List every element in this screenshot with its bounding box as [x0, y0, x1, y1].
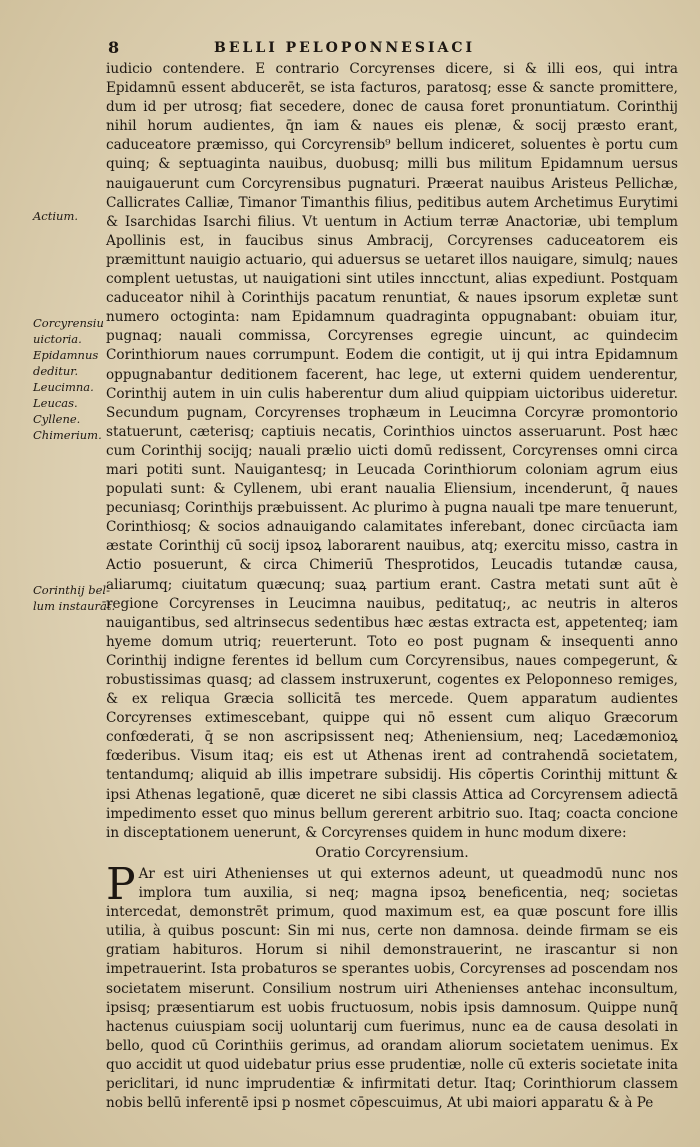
- drop-cap: P: [106, 858, 136, 910]
- margin-note-line: Epidamnus: [33, 348, 99, 362]
- margin-note-corcyra: [33, 315, 104, 443]
- oration-text: Ar est uiri Athenienses ut qui externos adeunt, ut queadmodū nunc nos implora tum auxilia, si neq; magna ipsoꝝ beneficentia, neq; societas intercedat, demonstrēt primum, quod maximum est, ea quæ poscunt fore illis utilia, à quibus poscunt: Sin mi nus, certe non damnosa. deinde firmam se eis gratiam habituros. Horum si nihil demonstrauerint, ne irascantur si non impetrauerint. Ista probaturos se sperantes uobis, Corcyrenses ad poscendam nos societatem miserunt. Consilium nostrum uiri Athenienses antehac inconsultum, ipsisq; præsentiarum est uobis fructuosum, nobis ipsis damnosum. Quippe nunq̄ hactenus cuiuspiam socij uoluntarij cum fuerimus, nunc ea de causa desolati in bello, quod cū Corinthiis gerimus, ad orandam aliorum societatem uenimus. Ex quo accidit ut quod uidebatur prius esse prudentiæ, nolle cū exteris societate inita periclitari, id nunc imprudentiæ & infirmitati detur. Itaq; Corinthiorum classem nobis bellū inferentē ipsi p nosmet cōpescuimus, At ubi maiori apparatu & à Pe: [106, 865, 678, 1112]
- margin-note-line: uictoria.: [33, 332, 82, 346]
- page-header: [0, 38, 700, 58]
- oration-paragraph: [106, 858, 678, 1113]
- margin-note-corinthian-war: [33, 582, 115, 614]
- margin-note-line: Actium.: [33, 209, 79, 223]
- margin-note-line: Leucimna.: [33, 380, 94, 394]
- margin-note-line: Cyllene.: [33, 412, 81, 426]
- page-number: 8: [108, 38, 120, 57]
- margin-note-line: Leucas.: [33, 396, 78, 410]
- margin-note-line: lum instaurāt.: [33, 599, 116, 613]
- main-text-block: [106, 60, 678, 1113]
- narrative-paragraph: iudicio contendere. E contrario Corcyrenses dicere, si & illi eos, qui intra Epidamnū essent abducerēt, se ista facturos, paratosq; esse & sancte promittere, dum id per utrosq; fiat secedere, donec de causa foret pronuntiatum. Corinthij nihil horum audientes, q̄n iam & naues eis plenæ, & socij præsto erant, caduceatore præmisso, qui Corcyrensib⁹ bellum indiceret, soluentes è portu cum quinq; & septuaginta nauibus, duobusq; milli bus militum Epidamnum uersus nauigauerunt cum Corcyrensibus pugnaturi. Præerat nauibus Aristeus Pellichæ, Callicrates Calliæ, Timanor Timanthis filius, peditibus autem Archetimus Eurytimi & Isarchidas Isarchi filius. Vt uentum in Actium terræ Anactoriæ, ubi templum Apollinis est, in faucibus sinus Ambracij, Corcyrenses caduceatorem eis præmittunt nauigio actuario, qui aduersus se uetaret illos nauigare, simulq; naues complent uetustas, ut nauigationi sint utiles inncctunt, alias expediunt. Postquam caduceator nihil à Corinthijs pacatum renuntiat, & naues ipsorum expletæ sunt numero octoginta: nam Epidamnum quadraginta oppugnabant: obuiam itur, pugnaq; nauali commissa, Corcyrenses egregie uincunt, ac quindecim Corinthiorum naues corrumpunt. Eodem die contigit, ut ij qui intra Epidamnum oppugnabantur deditionem facerent, hac lege, ut externi quidem uenderentur, Corinthij autem in uin culis haberentur dum aliud quippiam uictoribus uideretur. Secundum pugnam, Corcyrenses trophæum in Leucimna Corcyræ promontorio statuerunt, cæterisq; captiuis necatis, Corinthios uinctos asseruarunt. Post hæc cum Corinthij socijq; nauali prælio uicti domū redissent, Corcyrenses omni circa mari potiti sunt. Nauigantesq; in Leucada Corinthiorum coloniam agrum eius populati sunt: & Cyllenem, ubi erant naualia Eliensium, incenderunt, q̄ naues pecuniasq; Corinthijs præbuissent. Ac plurimo à pugna nauali tpe mare tenuerunt, Corinthiosq; & socios adnauigando calamitates inferebant, donec circūacta iam æstate Corinthij cū socij ipsoꝝ laborarent nauibus, atq; exercitu misso, castra in Actio posuerunt, & circa Chimeriū Thesprotidos, Leucadis tutandæ causa, aliarumq; ciuitatum quæcunq; suaꝝ partium erant. Castra metati sunt aūt è regione Corcyrenses in Leucimna nauibus, peditatuq;, ac neutris in alteros nauigantibus, sed altrinsecus sedentibus hæc æstas extracta est, appetenteq; iam hyeme domum utriq; reuerterunt. Toto eo post pugnam & insequenti anno Corinthij indigne ferentes id bellum cum Corcyrensibus, naues compegerunt, & robustissimas quasq; ad classem instruxerunt, cogentes ex Peloponneso remiges, & ex reliqua Græcia sollicitā tes mercede. Quem apparatum audientes Corcyrenses extimescebant, quippe qui nō essent cum aliquo Græcorum confœderati, q̄ se non ascripsissent neq; Atheniensium, neq; Lacedæmonioꝝ fœderibus. Visum itaq; eis est ut Athenas irent ad contrahendā societatem, tentandumq; aliquid ab illis impetrare subsidij. His cōpertis Corinthij mittunt & ipsi Athenas legationē, quæ diceret ne sibi classis Attica ad Corcyrensem adiectā impedimento esset quo minus bellum gererent arbitrio suo. Itaq; coacta concione in disceptationem uenerunt, & Corcyrenses quidem in hunc modum dixere:: [106, 61, 678, 841]
- margin-note-line: Chimerium.: [33, 428, 102, 442]
- margin-note-line: Corinthij bel-: [33, 583, 110, 597]
- margin-note-line: Corcyrensiu: [33, 316, 104, 330]
- oration-heading: Oratio Corcyrensium.: [315, 844, 469, 861]
- running-title: BELLI PELOPONNESIACI: [214, 40, 476, 56]
- margin-note-actium: [33, 208, 78, 224]
- margin-note-line: deditur.: [33, 364, 79, 378]
